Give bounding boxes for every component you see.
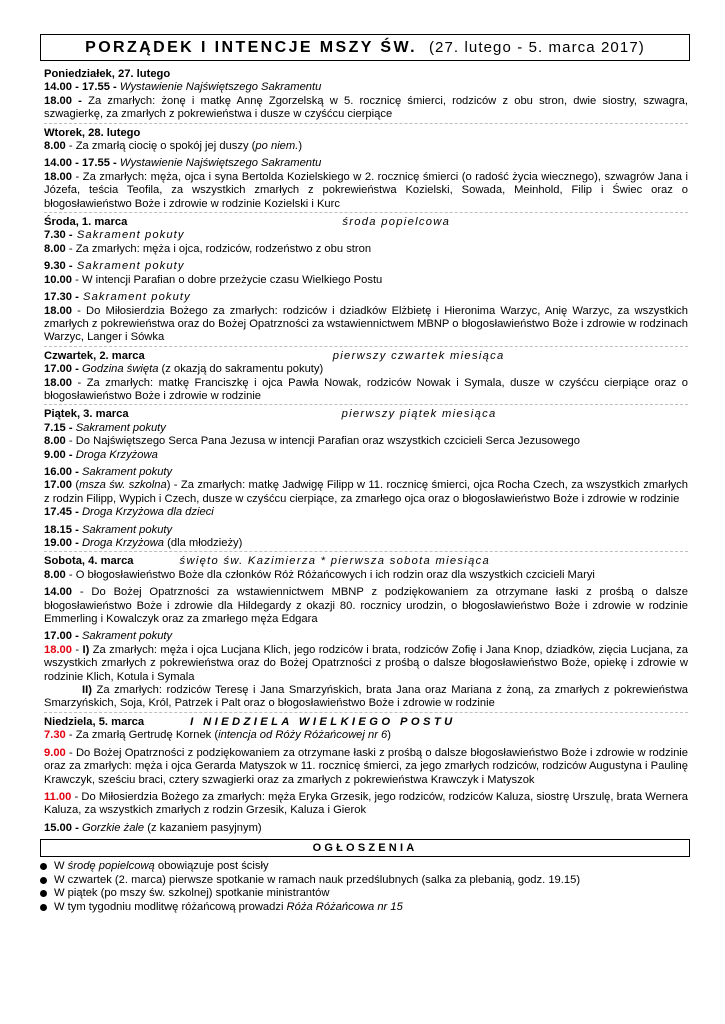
bullet-icon (40, 890, 47, 897)
mass-time: 8.00 (44, 140, 66, 153)
bulletin-page (40, 34, 690, 915)
day-name: Piątek, 3. marca (44, 408, 129, 421)
mass-time: 18.00 - (44, 94, 82, 107)
italic-text: Sakrament pokuty (78, 523, 173, 536)
mass-time: 17.30 - (44, 291, 79, 304)
notice-text: W (54, 860, 68, 873)
intention-text: Za zmarłych: rodziców Teresę i Jana Smarzyńskich, brata Jana oraz Mariana z żoną, za zmarłych z pokrewieństwa Smarzyńskich, Soja, Król, Patrzek i Palt oraz o błogosławieństwo Boże i zdrowie w rodzinie (44, 684, 688, 710)
mass-time: 17.00 - (44, 630, 79, 643)
intention-text: Za zmarłych: męża i ojca Lucjana Klich, jego rodziców i brata, rodziców Zofię i Jana Knop, dziadków, zięcia Lucjana, za wszystkich zmarłych z pokrewieństwa oraz do Bożej Opatrzności z prośbą o dalsze błogosławieństwo Boże, opiekę i zdrowie w rodzinie Klich, Kotula i Symala (44, 643, 688, 683)
mass-entry (44, 291, 688, 304)
mass-time: 17.00 - (44, 363, 79, 376)
day-name: Niedziela, 5. marca (44, 715, 145, 728)
mass-time: 7.15 - (44, 421, 73, 434)
italic-text: Droga Krzyżowa (78, 537, 165, 549)
mass-entry (44, 305, 688, 345)
italic-text: Wystawienie Najświętszego Sakramentu (116, 81, 322, 94)
mass-time: I) (82, 643, 90, 656)
intention-text: - Za zmarłą Gertrudę Kornek ( (65, 729, 219, 742)
mass-entry (44, 171, 688, 211)
day-name: Poniedziałek, 27. lutego (44, 68, 171, 80)
liturgical-day-label: pierwszy piątek miesiąca (341, 408, 497, 421)
day-section (44, 216, 688, 347)
intention-text: - W intencji Parafian o dobre przeżycie czasu Wielkiego Postu (72, 273, 383, 286)
italic-text: Sakrament pokuty (78, 465, 173, 478)
mass-entry (44, 274, 688, 287)
mass-entry (44, 479, 688, 506)
intention-text: - Za zmarłą ciocię o spokój jej duszy ( (65, 140, 256, 153)
mass-time: 18.00 (44, 170, 72, 183)
notice-item (40, 860, 690, 874)
italic-text: Gorzkie żale (78, 821, 145, 834)
day-heading (44, 408, 688, 421)
mass-time: 18.00 (44, 376, 72, 389)
mass-time: 9.30 - (44, 260, 73, 273)
liturgical-day-label: I NIEDZIELA WIELKIEGO POSTU (190, 715, 456, 728)
day-name: Sobota, 4. marca (44, 555, 134, 568)
italic-text: Sakrament pokuty (78, 291, 191, 304)
intention-text: Za zmarłych: żonę i matkę Annę Zgorzelską w 5. rocznicę śmierci, rodziców z obu stron, dwie siostry, szwagra, szwagierkę, za zmarłych z pokrewieństwa i dusze w czyśćcu cierpiące (44, 94, 688, 121)
mass-time: 14.00 (44, 586, 72, 599)
intention-text: (z kazaniem pasyjnym) (144, 821, 262, 834)
mass-time: 7.30 - (44, 229, 73, 242)
mass-entry (44, 822, 688, 835)
liturgical-day-label: pierwszy czwartek miesiąca (332, 349, 505, 362)
day-heading (44, 716, 688, 729)
day-heading (44, 68, 688, 81)
mass-time: 9.00 - (44, 448, 73, 461)
italic-text: Godzina święta (78, 363, 159, 376)
mass-entry (44, 449, 688, 462)
mass-time: 8.00 (44, 435, 66, 448)
mass-entry (44, 95, 688, 122)
day-section (44, 716, 688, 836)
mass-entry (44, 466, 688, 479)
mass-entry (44, 435, 688, 448)
mass-time: II) (82, 684, 92, 697)
intention-text: ( (72, 479, 80, 492)
mass-time: 17.45 - (44, 506, 79, 519)
notice-text: W piątek (po mszy św. szkolnej) spotkanie ministrantów (54, 887, 330, 900)
notices-list (40, 860, 690, 914)
day-section (44, 127, 688, 213)
mass-entry (44, 684, 688, 711)
notice-item (40, 887, 690, 901)
intention-text: ) - Za zmarłych: matkę Jadwigę Filipp w 11. rocznicę śmierci, ojca Rocha Czech, za wszystkich zmarłych z rodzin Filipp, Wypich i Czech, dusze w czyśćcu cierpiące, za zmarłego ojca oraz o błogosławieństwo Boże i zdrowie w rodzinie (44, 479, 688, 505)
italic-text: Wystawienie Najświętszego Sakramentu (116, 157, 322, 170)
mass-entry (44, 377, 688, 404)
day-section (44, 408, 688, 552)
title-box (40, 34, 690, 61)
intention-text: - Do Miłosierdzia Bożego za zmarłych: męża Eryka Grzesik, jego rodziców, rodziców Kaluza, siostrę Urszulę, brata Wernera Kaluza, za wszystkich zmarłych z rodzin Grzesik, Kaluza i Gierok (44, 790, 688, 817)
intention-text: - Za zmarłych: męża i ojca, rodziców, rodzeństwo z obu stron (65, 242, 372, 255)
italic-text: Droga Krzyżowa dla dzieci (78, 506, 214, 519)
mass-entry (44, 630, 688, 643)
intention-text: ) (298, 140, 303, 153)
notice-text: obowiązuje post ścisły (154, 860, 269, 873)
liturgical-day-label: środa popielcowa (342, 216, 451, 229)
mass-entry (44, 422, 688, 435)
mass-time: 8.00 (44, 568, 66, 581)
intention-text: - Do Bożej Opatrzności za wstawiennictwem MBNP z podziękowaniem za otrzymane łaski z prośbą o dalsze błogosławieństwo Boże i zdrowie dla Hildegardy z okazji 80. rocznicy urodzin, o błogosławieństwo Boże i zdrowie w rodzinie Emmerling i Kowalczyk oraz za zmarłego męża Edgara (44, 586, 688, 626)
mass-time: 18.00 (44, 304, 72, 317)
mass-entry (44, 747, 688, 787)
mass-entry (44, 140, 688, 153)
mass-time: 14.00 - 17.55 - (44, 157, 117, 170)
day-heading (44, 216, 688, 229)
mass-entry (44, 729, 688, 742)
mass-entry (44, 586, 688, 626)
day-name: Wtorek, 28. lutego (44, 126, 141, 139)
day-section (44, 350, 688, 406)
liturgical-day-label: święto św. Kazimierza * pierwsza sobota miesiąca (179, 555, 491, 568)
intention-text: - (72, 643, 83, 656)
mass-entry (44, 229, 688, 242)
page-title: PORZĄDEK I INTENCJE MSZY ŚW. (85, 38, 417, 56)
mass-time: 16.00 - (44, 465, 79, 478)
notices-heading: OGŁOSZENIA (312, 842, 418, 855)
mass-entry (44, 791, 688, 818)
notice-text: W czwartek (2. marca) pierwsze spotkanie w ramach nauk przedślubnych (salka za plebanią, godz. 19.15) (54, 873, 581, 886)
mass-entry (44, 157, 688, 170)
notice-item (40, 874, 690, 888)
mass-entry (44, 524, 688, 537)
italic-text: po niem. (255, 140, 299, 153)
mass-time: 9.00 (44, 746, 66, 759)
italic-text: Sakrament pokuty (72, 421, 166, 434)
day-heading (44, 127, 688, 140)
bullet-icon (40, 863, 47, 870)
day-heading (44, 350, 688, 363)
intention-text: - Do Bożej Opatrzności z podziękowaniem za otrzymane łaski z prośbą o dalsze błogosławieństwo Boże i zdrowie w rodzinie oraz za zmarłych: męża i ojca Gerarda Matyszok w 11. rocznicę śmierci, za jego zmarłych rodziców, rodziców Augustyna i Paulinę Krawczyk, sześciu braci, cztery szwagierki oraz za zmarłych z pokrewieństwa Krawczyk i Matyszok (44, 746, 688, 786)
bullet-icon (40, 877, 47, 884)
mass-time: 17.00 (44, 479, 72, 492)
mass-time: 10.00 (44, 273, 72, 286)
day-section (44, 68, 688, 124)
mass-time: 18.00 (44, 643, 72, 656)
mass-entry (44, 363, 688, 376)
mass-time: 19.00 - (44, 537, 79, 549)
intention-text: (z okazją do sakramentu pokuty) (158, 363, 324, 376)
intention-text: (dla młodzieży) (164, 537, 243, 549)
intention-text: - Do Najświętszego Serca Pana Jezusa w intencji Parafian oraz wszystkich czcicieli Serca Jezusowego (65, 435, 581, 448)
notice-item (40, 901, 690, 915)
italic-text: Sakrament pokuty (78, 630, 173, 643)
mass-entry (44, 81, 688, 94)
notice-text: W tym tygodniu modlitwę różańcową prowadzi (54, 900, 287, 913)
mass-time: 8.00 (44, 242, 66, 255)
mass-entry (44, 243, 688, 256)
italic-text: intencja od Róży Różańcowej nr 6 (218, 729, 388, 742)
mass-entry (44, 260, 688, 273)
mass-time: 14.00 - 17.55 - (44, 81, 117, 94)
day-heading (44, 555, 688, 568)
mass-entry (44, 644, 688, 684)
italic-text: Droga Krzyżowa (72, 448, 158, 461)
bullet-icon (40, 904, 47, 911)
mass-entry (44, 506, 688, 519)
intention-text: - O błogosławieństwo Boże dla członków Róż Różańcowych i ich rodzin oraz dla wszystkich czcicieli Maryi (65, 568, 595, 581)
mass-entry (44, 537, 688, 550)
italic-text: Sakrament pokuty (72, 229, 185, 242)
italic-text: środę popielcową (67, 860, 155, 873)
italic-text: Róża Różańcowa nr 15 (286, 900, 403, 913)
mass-schedule (44, 68, 688, 836)
mass-time: 7.30 (44, 729, 66, 742)
italic-text: Sakrament pokuty (72, 260, 185, 273)
day-name: Czwartek, 2. marca (44, 349, 145, 362)
intention-text: - Za zmarłych: męża, ojca i syna Bertolda Kozielskiego w 2. rocznicę śmierci (o radość życia wiecznego), szwagrów Jana i Józefa, teścia Teofila, za wszystkich zmarłych z pokrewieństwa Kozielski, Sowada, Meinhold, Filip i Świec oraz o błogosławieństwo Boże i zdrowie w rodzinie Kozielski i Kurc (44, 170, 688, 210)
day-section (44, 555, 688, 712)
intention-text: - Do Miłosierdzia Bożego za zmarłych: rodziców i dziadków Elżbietę i Hieronima Warzyc, Anię Warzyc, za wszystkich zmarłych z pokrewieństwa oraz do Bożej Opatrzności za wstawiennictwem MBNP o błogosławieństwo Boże i zdrowie w rodzinach Warzyc, Langer i Sówka (44, 304, 688, 344)
mass-time: 15.00 - (44, 821, 79, 834)
intention-text: ) (387, 729, 391, 742)
date-range: (27. lutego - 5. marca 2017) (428, 39, 645, 56)
mass-entry (44, 569, 688, 582)
mass-time: 11.00 (44, 790, 72, 803)
intention-text: - Za zmarłych: matkę Franciszkę i ojca Pawła Nowak, rodziców Nowak i Symala, dusze w czyśćcu cierpiące oraz o błogosławieństwo Boże i zdrowie w rodzinie (44, 376, 688, 402)
mass-time: 18.15 - (44, 523, 79, 536)
day-name: Środa, 1. marca (44, 216, 128, 229)
notices-heading-box (40, 839, 690, 857)
italic-text: msza św. szkolna (79, 479, 167, 492)
